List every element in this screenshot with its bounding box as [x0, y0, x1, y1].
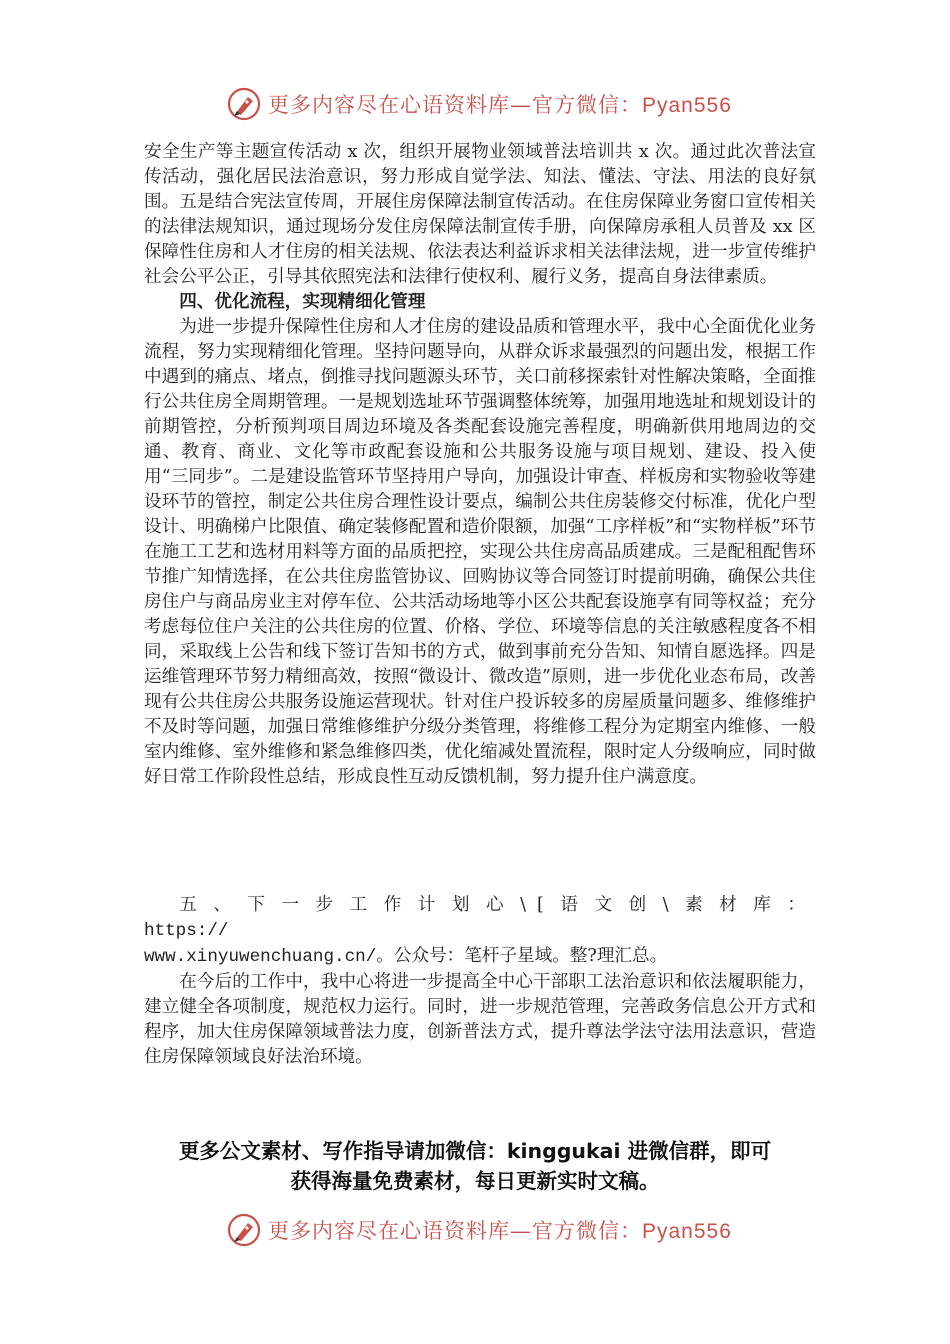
section-5 — [144, 893, 816, 1070]
header-banner — [226, 84, 732, 124]
pen-nib-logo-icon — [226, 1212, 262, 1248]
pen-nib-logo-icon — [226, 86, 262, 122]
footer-wechat-id: Pyan556 — [642, 1220, 732, 1243]
header-banner-text: 更多内容尽在心语资料库—官方微信：Pyan556 — [268, 93, 732, 117]
source-url-part2: www.xinyuwenchuang.cn/ — [144, 947, 377, 967]
source-note: www.xinyuwenchuang.cn/。公众号：笔杆子星域。整?理汇总。 — [144, 946, 668, 967]
source-url-part1: https:// — [144, 921, 229, 941]
main-content — [144, 140, 816, 790]
footer-banner-text: 更多内容尽在心语资料库—官方微信：Pyan556 — [268, 1219, 732, 1243]
promo-line-1: 更多公文素材、写作指导请加微信：kinggukai 进微信群，即可 — [178, 1139, 772, 1163]
footer-banner — [226, 1210, 732, 1250]
header-wechat-id: Pyan556 — [642, 94, 732, 117]
paragraph-continued: 安全生产等主题宣传活动 x 次，组织开展物业领域普法培训共 x 次。通过此次普法宣传活动，强化居民法治意识，努力形成自觉学法、知法、懂法、守法、用法的良好氛围。五是结合宪法宣传周，开展住房保障法制宣传活动。在住房保障业务窗口宣传相关的法律法规知识，通过现场分发住房保障法制宣传手册，向保障房承租人员普及 xx 区保障性住房和人才住房的相关法规、依法表达利益诉求相关法律法规，进一步宣传维护社会公平公正，引导其依照宪法和法律行使权利、履行义务，提高自身法律素质。 — [144, 142, 816, 287]
paragraph-section-5: 在今后的工作中，我中心将进一步提高全中心干部职工法治意识和依法履职能力，建立健全各项制度，规范权力运行。同时，进一步规范管理，完善政务信息公开方式和程序，加大住房保障领域普法力度，创新普法方式，提升尊法学法守法用法意识，营造住房保障领域良好法治环境。 — [144, 972, 816, 1067]
paragraph-section-4: 为进一步提升保障性住房和人才住房的建设品质和管理水平，我中心全面优化业务流程，努力实现精细化管理。坚持问题导向，从群众诉求最强烈的问题出发，根据工作中遇到的痛点、堵点，倒推寻找问题源头环节，关口前移探索针对性解决策略，全面推行公共住房全周期管理。一是规划选址环节强调整体统筹，加强用地选址和规划设计的前期管控，分析预判项目周边环境及各类配套设施完善程度，明确新供用地周边的交通、教育、商业、文化等市政配套设施和公共服务设施与项目规划、建设、投入使用“三同步”。二是建设监管环节坚持用户导向，加强设计审查、样板房和实物验收等建设环节的管控，制定公共住房合理性设计要点，编制公共住房装修交付标准，优化户型设计、明确梯户比限值、确定装修配置和造价限额，加强“工序样板”和“实物样板”环节在施工工艺和选材用料等方面的品质把控，实现公共住房高品质建成。三是配租配售环节推广知情选择，在公共住房监管协议、回购协议等合同签订时提前明确，确保公共住房住户与商品房业主对停车位、公共活动场地等小区公共配套设施享有同等权益；充分考虑每位住户关注的公共住房的位置、价格、学位、环境等信息的关注敏感程度各不相同，采取线上公告和线下签订告知书的方式，做到事前充分告知、知情自愿选择。四是运维管理环节努力精细高效，按照“微设计、微改造”原则，进一步优化业态布局，改善现有公共住房公共服务设施运营现状。针对住户投诉较多的房屋质量问题多、维修维护不及时等问题，加强日常维修维护分级分类管理，将维修工程分为定期室内维修、一般室内维修、室外维修和紧急维修四类，优化缩减处置流程，限时定人分级响应，同时做好日常工作阶段性总结，形成良性互动反馈机制，努力提升住户满意度。 — [144, 317, 816, 787]
section-heading-5: 五、下一步工作计划心\[语文创\素材库： https:// — [144, 895, 816, 941]
section-heading-4: 四、优化流程，实现精细化管理 — [179, 292, 426, 312]
promo-notice — [130, 1136, 820, 1196]
promo-line-2: 获得海量免费素材，每日更新实时文稿。 — [290, 1169, 660, 1193]
